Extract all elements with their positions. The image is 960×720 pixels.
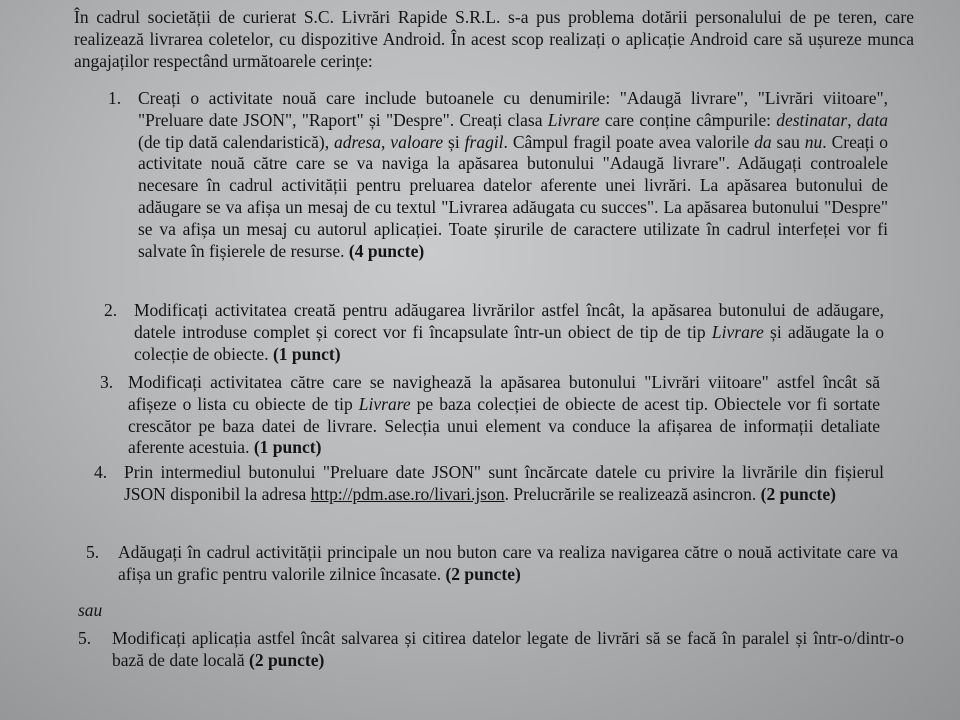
intro-paragraph: În cadrul societății de curierat S.C. Livrări Rapide S.R.L. s-a pus problema dotării personalului de pe teren, care realizează livrarea coletelor, cu dispozitive Android. În acest scop realizați o aplicație Android care să ușureze munca angajaților respectând următoarele cerințe: (74, 7, 914, 71)
points-label: (2 puncte) (760, 483, 836, 504)
list-item (104, 300, 885, 365)
points-label: (2 puncte) (445, 563, 521, 584)
item-text: Creați o activitate nouă care include butoanele cu denumirile: "Adaugă livrare", "Livrări viitoare", "Preluare date JSON", "Raport" și "Despre". Creați clasa Livrare care conține câmpurile: destinatar, data (de tip dată calendaristică), adresa, valoare și fragil. Câmpul fragil poate avea valorile da sau nu. Creați o activitate nouă către care se va naviga la apăsarea butonului "Adaugă livrare". Adăugați controalele necesare în cadrul activității pentru preluarea datelor aferente unei livrări. La apăsarea butonului de adăugare se va afișa un mesaj de cu textul "Livrarea adăugata cu succes". La apăsarea butonului "Despre" se va afișa un mesaj cu autorul aplicației. Toate șirurile de caractere utilizate în cadrul interfeței vor fi salvate în fișierele de resurse. (4 puncte) (138, 88, 889, 261)
item-text: Modificați aplicația astfel încât salvarea și citirea datelor legate de livrări să se facă în paralel și într-o/dintr-o bază de date locală (2 puncte) (112, 628, 904, 670)
item-text: Modificați activitatea creată pentru adăugarea livrărilor astfel încât, la apăsarea butonului de adăugare, datele introduse complet și corect vor fi încapsulate într-un obiect de tip de tip Livrare și adăugate la o colecție de obiecte. (1 punct) (134, 300, 885, 364)
points-label: (1 punct) (272, 343, 341, 364)
points-label: (4 puncte) (348, 240, 425, 261)
item-number: 5. (86, 542, 100, 562)
list-item (94, 462, 884, 506)
item-text: Modificați activitatea către care se navighează la apăsarea butonului "Livrări viitoare" astfel încât să afișeze o lista cu obiecte de tip Livrare pe baza colecției de obiecte de acest tip. Obiectele vor fi sortate crescător pe baza datei de livrare. Selecția unui element va conduce la afișarea de informații detaliate aferente acestuia. (1 punct) (128, 372, 880, 458)
list-item (78, 628, 904, 672)
item-text: Adăugați în cadrul activității principale un nou buton care va realiza navigarea către o nouă activitate care va afișa un grafic pentru valorile zilnice încasate. (2 puncte) (118, 542, 898, 584)
item-number: 4. (94, 462, 108, 482)
list-item (108, 88, 889, 262)
points-label: (2 puncte) (249, 649, 325, 670)
list-item (100, 372, 880, 459)
item-number: 2. (104, 300, 118, 320)
points-label: (1 punct) (253, 437, 322, 458)
json-url-link[interactable]: http://pdm.ase.ro/livari.json (310, 483, 505, 504)
or-separator: sau (78, 600, 103, 620)
list-item (86, 542, 898, 586)
item-number: 3. (100, 372, 114, 392)
item-number: 1. (108, 88, 122, 108)
item-text: Prin intermediul butonului "Preluare date JSON" sunt încărcate datele cu privire la livrările din fișierul JSON disponibil la adresa http://pdm.ase.ro/livari.json. Prelucrările se realizează asincron. (2 puncte) (124, 462, 884, 504)
item-number: 5. (78, 628, 92, 648)
